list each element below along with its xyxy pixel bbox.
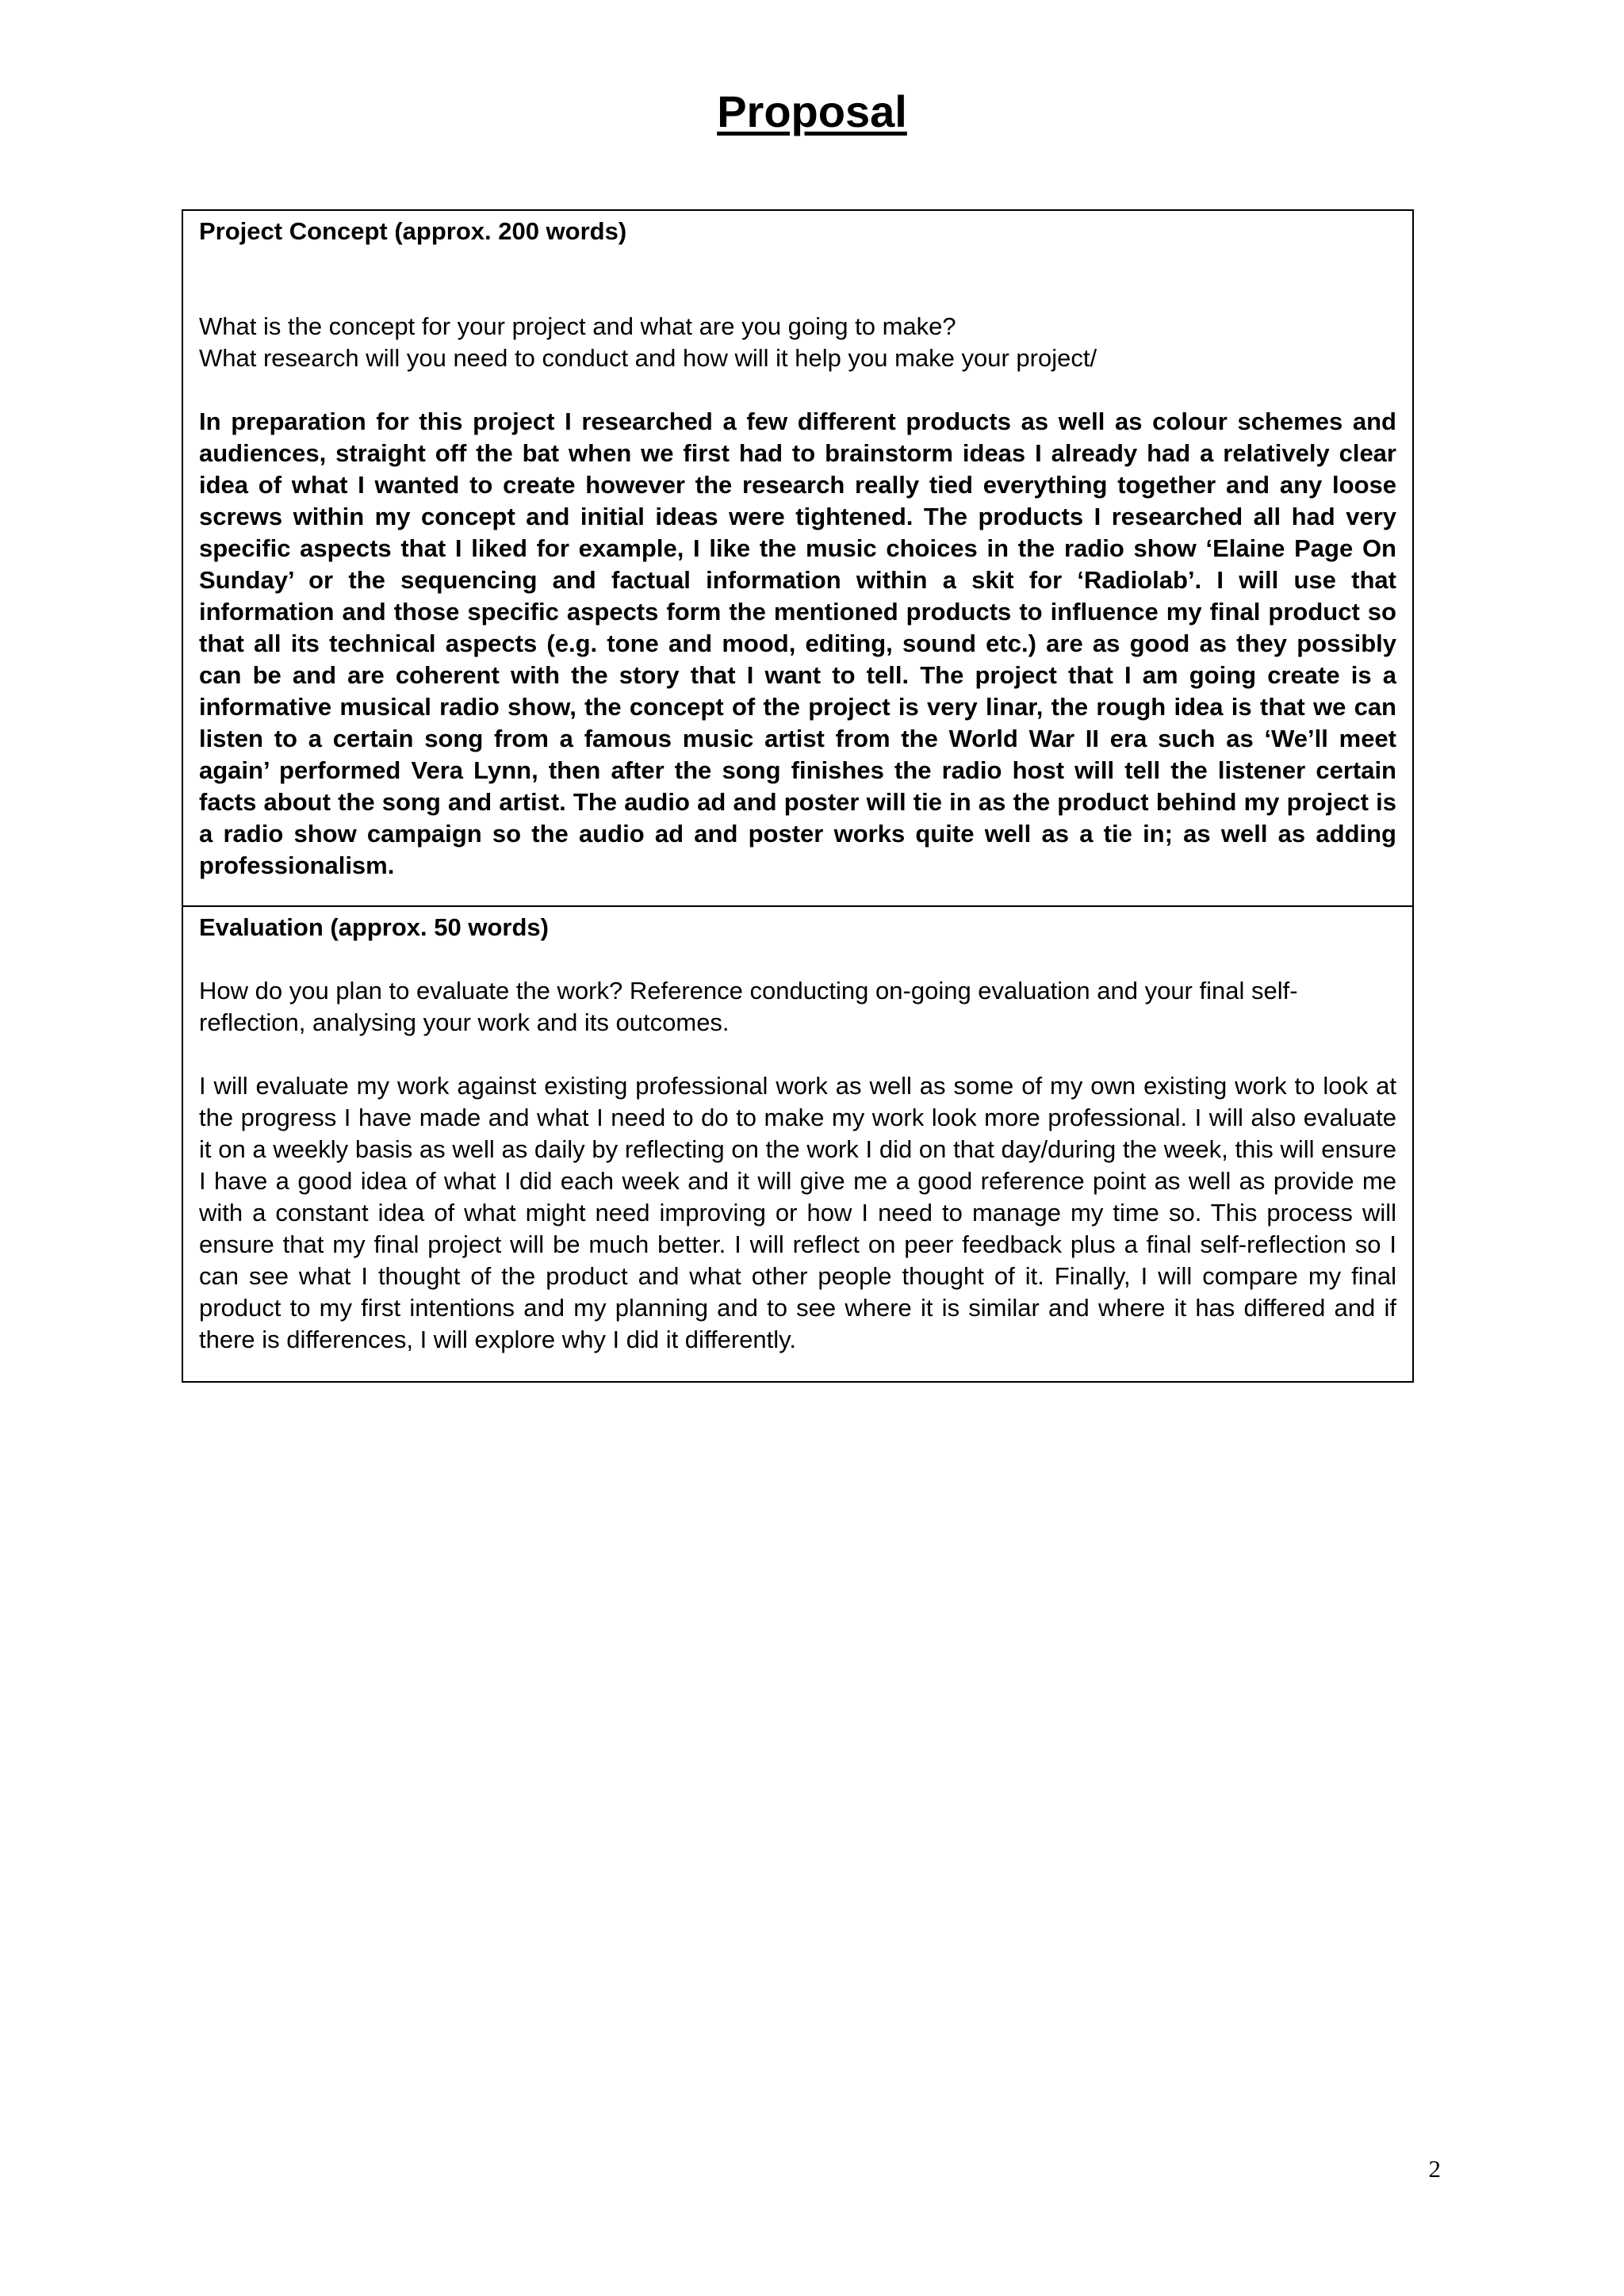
research-prompt: What research will you need to conduct and how will it help you make your project/: [199, 344, 1097, 372]
project-concept-section: [183, 211, 1412, 907]
project-concept-prompts: [199, 311, 1396, 374]
project-concept-heading: Project Concept (approx. 200 words): [199, 217, 627, 245]
page-title: Proposal: [717, 86, 907, 136]
concept-prompt: What is the concept for your project and what are you going to make?: [199, 312, 956, 340]
evaluation-section: [183, 907, 1412, 1381]
project-concept-answer: In preparation for this project I researched a few different products as well as colour schemes and audiences, straight off the bat when we first had to brainstorm ideas I already had a relatively clear idea of what I wanted to create however the research really tied everything together and any loose screws within my concept and initial ideas were tightened. The products I researched all had very specific aspects that I liked for example, I like the music choices in the radio show ‘Elaine Page On Sunday’ or the sequencing and factual information within a skit for ‘Radiolab’. I will use that information and those specific aspects form the mentioned products to influence my final product so that all its technical aspects (e.g. tone and mood, editing, sound etc.) are as good as they possibly can be and are coherent with the story that I want to tell. The project that I am going create is a informative musical radio show, the concept of the project is very linar, the rough idea is that we can listen to a certain song from a famous music artist from the World War II era such as ‘We’ll meet again’ performed Vera Lynn, then after the song finishes the radio host will tell the listener certain facts about the song and artist. The audio ad and poster will tie in as the product behind my project is a radio show campaign so the audio ad and poster works quite well as a tie in; as well as adding professionalism.: [199, 408, 1396, 879]
proposal-table: [182, 209, 1414, 1383]
evaluation-prompt: How do you plan to evaluate the work? Reference conducting on-going evaluation and your final self-reflection, analysing your work and its outcomes.: [199, 977, 1298, 1036]
page-number: 2: [1428, 2155, 1441, 2183]
evaluation-heading: Evaluation (approx. 50 words): [199, 913, 549, 941]
evaluation-answer: I will evaluate my work against existing professional work as well as some of my own existing work to look at the progress I have made and what I need to do to make my work look more professional. I will also evaluate it on a weekly basis as well as daily by reflecting on the work I did on that day/during the week, this will ensure I have a good idea of what I did each week and it will give me a good reference point as well as provide me with a constant idea of what might need improving or how I need to manage my time so. This process will ensure that my final project will be much better. I will reflect on peer feedback plus a final self-reflection so I can see what I thought of the product and what other people thought of it. Finally, I will compare my final product to my first intentions and my planning and to see where it is similar and where it has differed and if there is differences, I will explore why I did it differently.: [199, 1072, 1396, 1353]
